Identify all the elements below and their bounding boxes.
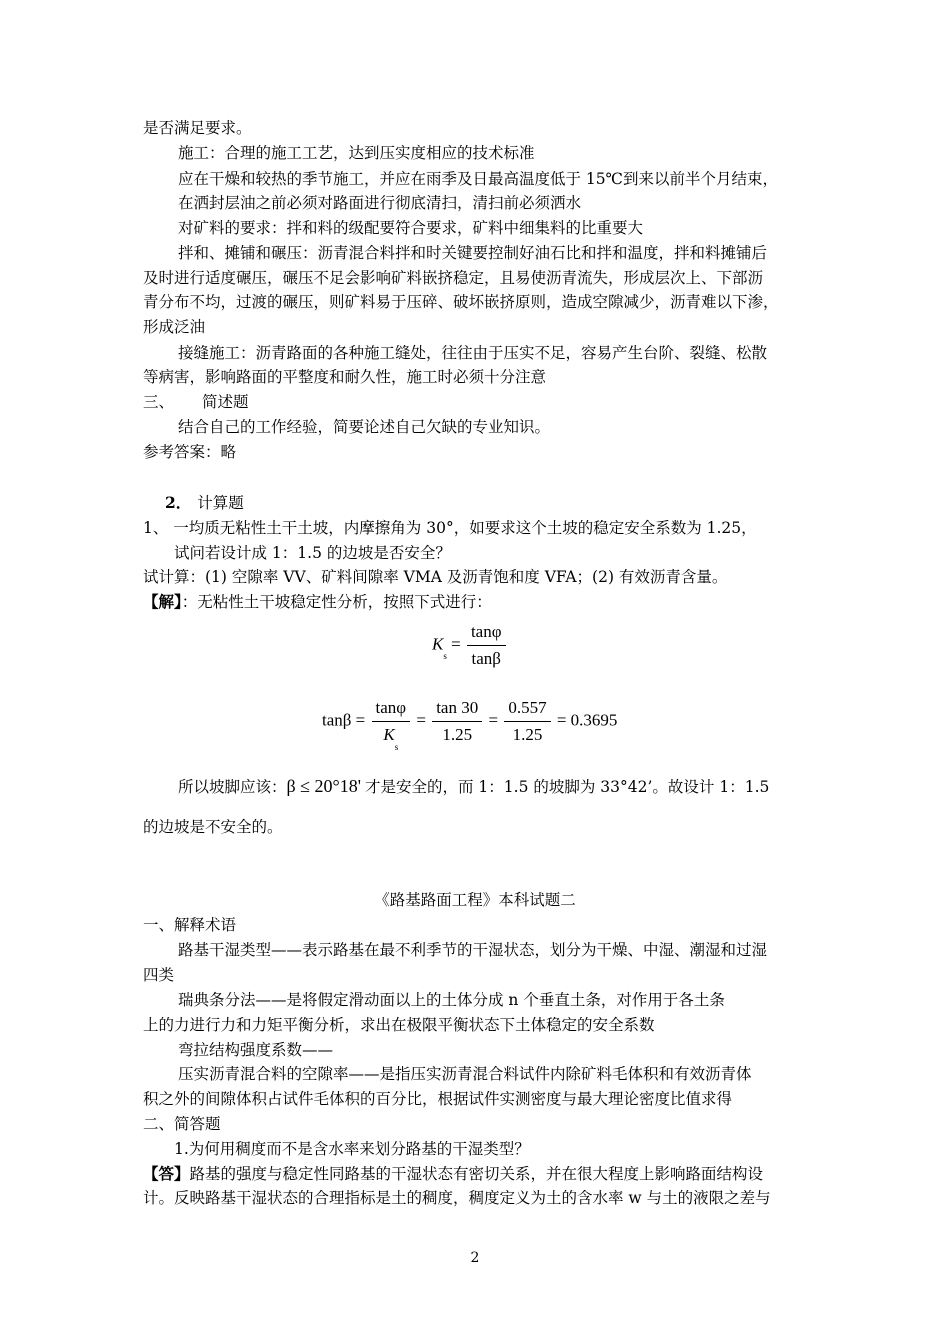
- section-number: 三、: [143, 393, 175, 411]
- text-line: 积之外的间隙体积占试件毛体积的百分比，根据试件实测密度与最大理论密度比值求得: [143, 1090, 733, 1108]
- section-title: 计算题: [197, 494, 244, 512]
- page-number: 2: [470, 1250, 480, 1266]
- fraction-denominator: [372, 722, 411, 752]
- term-definition: 瑞典条分法——是将假定滑动面以上的土体分成 n 个垂直土条，对作用于各土条: [178, 991, 725, 1009]
- text-line: 四类: [143, 966, 175, 984]
- text-line: [143, 1164, 813, 1184]
- answer-label: 【答】: [143, 1164, 190, 1183]
- formula-fraction: [432, 698, 482, 745]
- fraction-denominator-subscript: s: [394, 742, 399, 752]
- formula-lhs-subscript: s: [443, 651, 447, 662]
- formula-result: 0.3695: [570, 710, 618, 730]
- text-line: 及时进行适度碾压，碾压不足会影响矿料嵌挤稳定，且易使沥青流失，形成层次上、下部沥: [143, 269, 764, 287]
- term-definition: 弯拉结构强度系数——: [178, 1041, 334, 1059]
- text-line: 试计算：(1) 空隙率 VV、矿料间隙率 VMA 及沥青饱和度 VFA；(2) 有效沥青含量。: [143, 568, 728, 586]
- formula-safety-factor: [432, 622, 508, 669]
- section-heading: 二、简答题: [143, 1115, 221, 1133]
- formula-equals: =: [488, 710, 499, 730]
- text-line: 参考答案：略: [143, 443, 237, 461]
- formula-fraction: [504, 698, 550, 745]
- fraction-denominator: tanβ: [471, 649, 501, 668]
- formula-tan-beta: [322, 698, 618, 752]
- text-line: 施工：合理的施工工艺，达到压实度相应的技术标准: [178, 144, 535, 162]
- text-line: 是否满足要求。: [143, 119, 252, 137]
- fraction-numerator: tanφ: [372, 698, 411, 722]
- formula-equals: =: [451, 634, 461, 654]
- text-line: 形成泛油: [143, 318, 206, 336]
- text-line: 等病害，影响路面的平整度和耐久性，施工时必须十分注意: [143, 368, 547, 386]
- section-title: 简述题: [202, 393, 249, 411]
- term-definition: 压实沥青混合料的空隙率——是指压实沥青混合料试件内除矿料毛体积和有效沥青体: [178, 1065, 752, 1083]
- text-line: 青分布不均，过渡的碾压，则矿料易于压碎、破坏嵌挤原则，造成空隙减少，沥青难以下渗，: [143, 293, 779, 311]
- text-line: [178, 776, 818, 797]
- text-line: 拌和、摊铺和碾压：沥青混合料拌和时关键要控制好油石比和拌和温度，拌和料摊铺后: [178, 244, 768, 262]
- formula-fraction: [372, 698, 411, 752]
- term-definition: 路基干湿类型——表示路基在最不利季节的干湿状态，划分为干燥、中湿、潮湿和过湿: [178, 941, 768, 959]
- text-line: 上的力进行力和力矩平衡分析，求出在极限平衡状态下土体稳定的安全系数: [143, 1016, 655, 1034]
- fraction-denominator: 1.25: [442, 725, 473, 744]
- text-line: [143, 592, 813, 612]
- section-heading: 一、解释术语: [143, 916, 237, 934]
- answer-text: 路基的强度与稳定性同路基的干湿状态有密切关系，并在很大程度上影响路面结构设: [189, 1165, 764, 1183]
- text-line: 应在干燥和较热的季节施工，并应在雨季及日最高温度低于 15℃到来以前半个月结束，: [178, 170, 778, 188]
- fraction-denominator-k: K: [383, 725, 395, 744]
- formula-lhs: tanβ: [322, 710, 352, 730]
- question: 1.为何用稠度而不是含水率来划分路基的干湿类型？: [174, 1140, 530, 1158]
- text-line: 对矿料的要求：拌和料的级配要符合要求，矿料中细集料的比重要大: [178, 219, 644, 237]
- formula-equals: =: [416, 710, 426, 730]
- solution-text: ：无粘性土干坡稳定性分析，按照下式进行：: [181, 593, 492, 611]
- text-line: 在洒封层油之前必须对路面进行彻底清扫，清扫前必须洒水: [178, 194, 582, 212]
- inline-formula: β ≤ 20°18': [286, 776, 361, 796]
- text-line: 结合自己的工作经验，简要论述自己欠缺的专业知识。: [178, 418, 551, 436]
- formula-lhs: K: [432, 634, 444, 654]
- text-segment: 所以坡脚应该：: [178, 778, 287, 796]
- document-title: 《路基路面工程》本科试题二: [374, 891, 576, 909]
- text-line: 1、 一均质无粘性土干土坡，内摩擦角为 30°，如要求这个土坡的稳定安全系数为 1.25，: [143, 519, 757, 537]
- text-line: 计。反映路基干湿状态的合理指标是土的稠度，稠度定义为土的含水率 w 与土的液限之差与: [143, 1189, 771, 1207]
- fraction-numerator: 0.557: [504, 698, 550, 722]
- formula-equals: =: [355, 710, 366, 730]
- section-number: 2．: [165, 493, 192, 512]
- formula-fraction: [467, 622, 506, 669]
- text-line: 试问若设计成 1：1.5 的边坡是否安全？: [174, 544, 451, 562]
- section-heading: [143, 392, 813, 412]
- text-line: 的边坡是不安全的。: [143, 818, 283, 836]
- fraction-numerator: tan 30: [432, 698, 482, 722]
- text-segment: 才是安全的，而 1：1.5 的坡脚为 33°42’。故设计 1：1.5: [365, 778, 770, 796]
- fraction-denominator: 1.25: [512, 725, 543, 744]
- solution-label: 【解】: [143, 592, 182, 611]
- fraction-numerator: tanφ: [467, 622, 506, 646]
- text-line: 接缝施工：沥青路面的各种施工缝处，往往由于压实不足，容易产生台阶、裂缝、松散: [178, 344, 768, 362]
- section-heading: [165, 493, 835, 513]
- formula-equals: =: [556, 710, 567, 730]
